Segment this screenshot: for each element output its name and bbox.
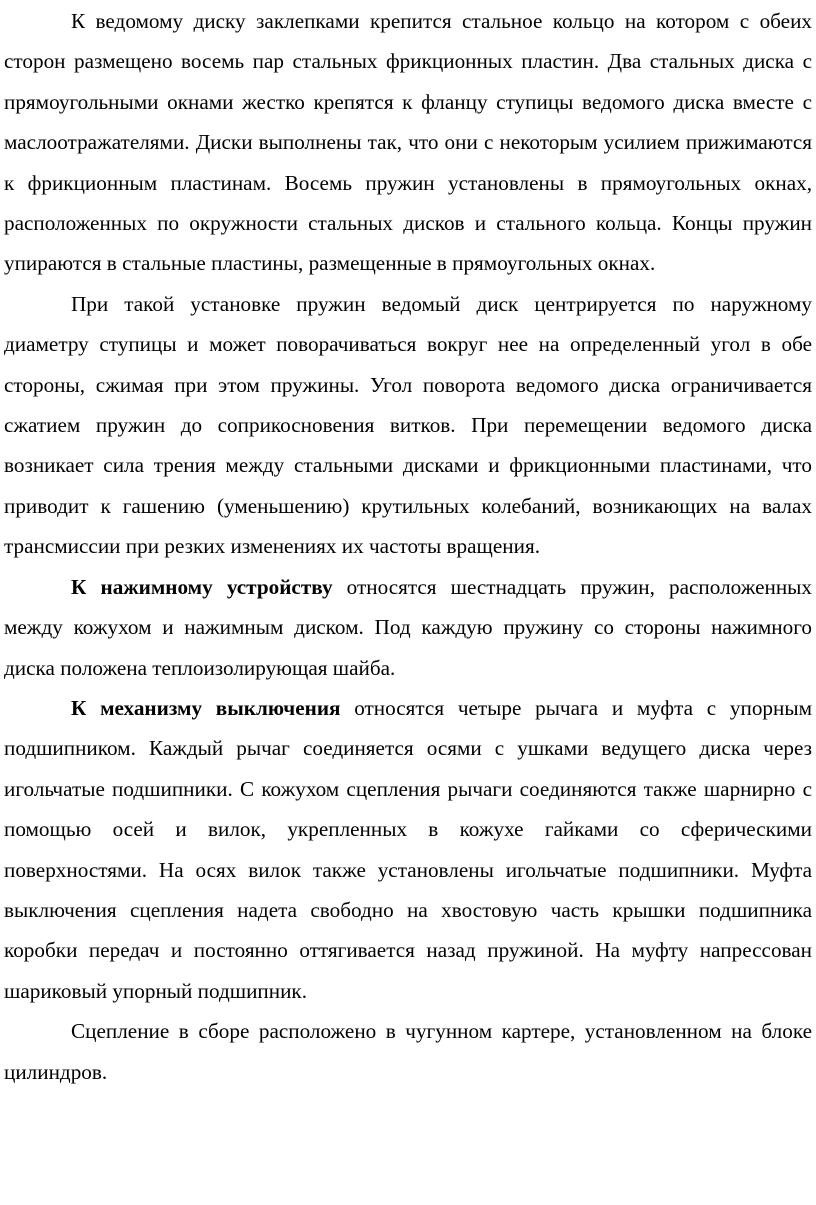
paragraph-pressure-device — [4, 567, 812, 688]
paragraph-text: относятся шестнадцать пружин, расположенных между кожухом и нажимным диском. Под каждую пружину со стороны нажимного диска положена теплоизолирующая шайба. — [4, 574, 812, 680]
paragraph-driven-disk — [4, 1, 812, 284]
paragraph-bold-heading: К нажимному устройству — [71, 574, 333, 599]
paragraph-spring-installation — [4, 284, 812, 567]
paragraph-bold-heading: К механизму выключения — [71, 695, 341, 720]
paragraph-text: При такой установке пружин ведомый диск центрируется по наружному диаметру ступицы и может поворачиваться вокруг нее на определенный угол в обе стороны, сжимая при этом пружины. Угол поворота ведомого диска ограничивается сжатием пружин до соприкосновения витков. При перемещении ведомого диска возникает сила трения между стальными дисками и фрикционными пластинами, что приводит к гашению (уменьшению) крутильных колебаний, возникающих на валах трансмиссии при резких изменениях их частоты вращения. — [4, 291, 812, 559]
paragraph-text: Сцепление в сборе расположено в чугунном картере, установленном на блоке цилиндров. — [4, 1019, 812, 1084]
paragraph-text: К ведомому диску заклепками крепится стальное кольцо на котором с обеих сторон размещено восемь пар стальных фрикционных пластин. Два стальных диска с прямоугольными окнами жестко крепятся к фланцу ступицы ведомого диска вместе с маслоотражателями. Диски выполнены так, что они с некоторым усилием прижимаются к фрикционным пластинам. Восемь пружин установлены в прямоугольных окнах, расположенных по окружности стальных дисков и стального кольца. Концы пружин упираются в стальные пластины, размещенные в прямоугольных окнах. — [4, 9, 812, 276]
paragraph-text: относятся четыре рычага и муфта с упорным подшипником. Каждый рычаг соединяется осями с ушками ведущего диска через игольчатые подшипники. С кожухом сцепления рычаги соединяются также шарнирно с помощью осей и вилок, укрепленных в кожухе гайками со сферическими поверхностями. На осях вилок также установлены игольчатые подшипники. Муфта выключения сцепления надета свободно на хвостовую часть крышки подшипника коробки передач и постоянно оттягивается назад пружиной. На муфту напрессован шариковый упорный подшипник. — [4, 695, 812, 1003]
paragraph-clutch-assembly — [4, 1011, 812, 1092]
paragraph-release-mechanism — [4, 688, 812, 1011]
